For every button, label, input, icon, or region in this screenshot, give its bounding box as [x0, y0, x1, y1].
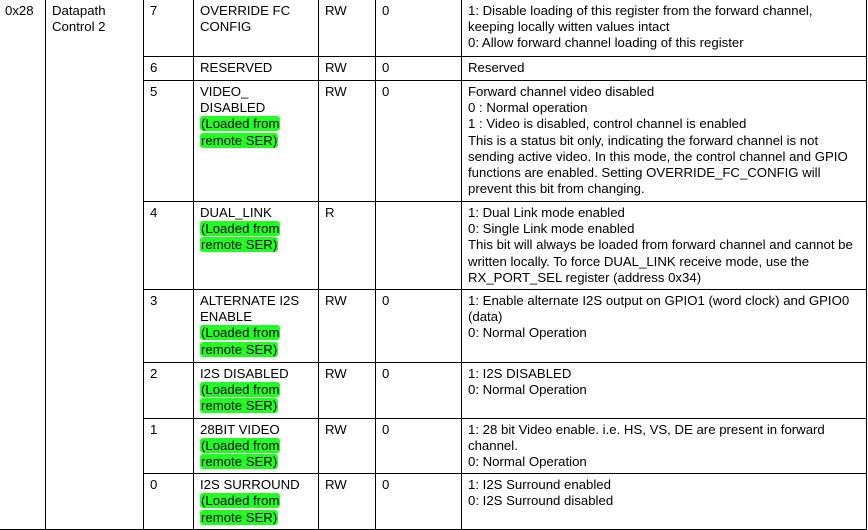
- field-name-text: RESERVED: [200, 60, 273, 75]
- description-line: This bit will always be loaded from forward channel and cannot be written locally. To force DUAL_LINK receive mode, use the RX_PORT_SEL register (address 0x34): [468, 237, 853, 285]
- default-value: 0: [376, 57, 462, 81]
- description-line: 0: Allow forward channel loading of this register: [468, 35, 744, 51]
- description-line: 0: Single Link mode enabled: [468, 221, 635, 237]
- field-name-text: DUAL_LINK: [200, 205, 272, 220]
- field-name: [194, 474, 319, 530]
- bit-number: 2: [144, 363, 194, 419]
- default-value: 0: [376, 290, 462, 363]
- description-line: 0 : Normal operation: [468, 100, 588, 116]
- description-line: 0: I2S Surround disabled: [468, 493, 614, 509]
- description-line: 1: Enable alternate I2S output on GPIO1 (word clock) and GPIO0 (data): [468, 293, 850, 325]
- access-type: RW: [319, 290, 376, 363]
- bit-number: 0: [144, 474, 194, 530]
- bit-number: 3: [144, 290, 194, 363]
- default-value: 0: [376, 81, 462, 202]
- description-line: 1: 28 bit Video enable. i.e. HS, VS, DE are present in forward channel.: [468, 421, 825, 453]
- description-line: Reserved: [468, 60, 525, 75]
- field-description: [462, 290, 867, 363]
- bit-number: 4: [144, 202, 194, 290]
- loaded-from-remote-note: (Loaded from remote SER): [201, 493, 280, 525]
- field-description: [462, 57, 867, 81]
- bit-number: 1: [144, 418, 194, 474]
- field-description: [462, 363, 867, 419]
- register-name: Datapath Control 2: [46, 0, 144, 529]
- access-type: RW: [319, 363, 376, 419]
- default-value: 0: [376, 363, 462, 419]
- field-description: [462, 474, 867, 530]
- field-description: [462, 418, 867, 474]
- register-address: 0x28: [0, 0, 46, 529]
- loaded-from-remote-note: (Loaded from remote SER): [201, 116, 280, 148]
- description-line: 0: Normal Operation: [468, 454, 587, 470]
- access-type: RW: [319, 418, 376, 474]
- field-name: [194, 57, 319, 81]
- description-line: 0: Normal Operation: [468, 382, 587, 398]
- field-name: [194, 81, 319, 202]
- field-name-text: OVERRIDE FC CONFIG: [200, 3, 291, 35]
- field-name: [194, 202, 319, 290]
- bit-number: 5: [144, 81, 194, 202]
- default-value: 0: [376, 418, 462, 474]
- field-name: [194, 0, 319, 57]
- bit-number: 7: [144, 0, 194, 57]
- field-description: [462, 0, 867, 57]
- bit-number: 6: [144, 57, 194, 81]
- field-name-text: I2S SURROUND: [200, 477, 300, 493]
- field-name-text: ALTERNATE I2S ENABLE: [200, 293, 300, 325]
- description-line: 1: Disable loading of this register from the forward channel, keeping locally witten values intact: [468, 3, 813, 35]
- access-type: R: [319, 202, 376, 290]
- field-name-text: VIDEO_ DISABLED: [200, 84, 266, 116]
- access-type: RW: [319, 0, 376, 57]
- description-line: 1 : Video is disabled, control channel is enabled: [468, 116, 747, 132]
- description-line: 0: Normal Operation: [468, 325, 587, 341]
- field-name: [194, 418, 319, 474]
- description-line: 1: Dual Link mode enabled: [468, 205, 625, 220]
- description-line: This is a status bit only, indicating the forward channel is not sending active video. In this mode, the control channel and GPIO functions are enabled. Setting OVERRIDE_FC_CONFIG will prevent this bit from changing.: [468, 132, 848, 197]
- loaded-from-remote-note: (Loaded from remote SER): [201, 325, 280, 357]
- access-type: RW: [319, 474, 376, 530]
- access-type: RW: [319, 81, 376, 202]
- field-name: [194, 363, 319, 419]
- field-name-text: I2S DISABLED: [200, 366, 289, 382]
- description-line: 1: I2S DISABLED: [468, 366, 572, 382]
- default-value: [376, 202, 462, 290]
- loaded-from-remote-note: (Loaded from remote SER): [201, 437, 280, 470]
- description-line: 1: I2S Surround enabled: [468, 477, 611, 493]
- access-type: RW: [319, 57, 376, 81]
- description-line: Forward channel video disabled: [468, 84, 655, 99]
- field-description: [462, 81, 867, 202]
- loaded-from-remote-note: (Loaded from remote SER): [201, 221, 280, 253]
- default-value: 0: [376, 474, 462, 530]
- field-description: [462, 202, 867, 290]
- field-name: [194, 290, 319, 363]
- loaded-from-remote-note: (Loaded from remote SER): [201, 382, 280, 414]
- default-value: 0: [376, 0, 462, 57]
- register-row-bit7: [0, 0, 867, 57]
- field-name-text: 28BIT VIDEO: [200, 421, 280, 437]
